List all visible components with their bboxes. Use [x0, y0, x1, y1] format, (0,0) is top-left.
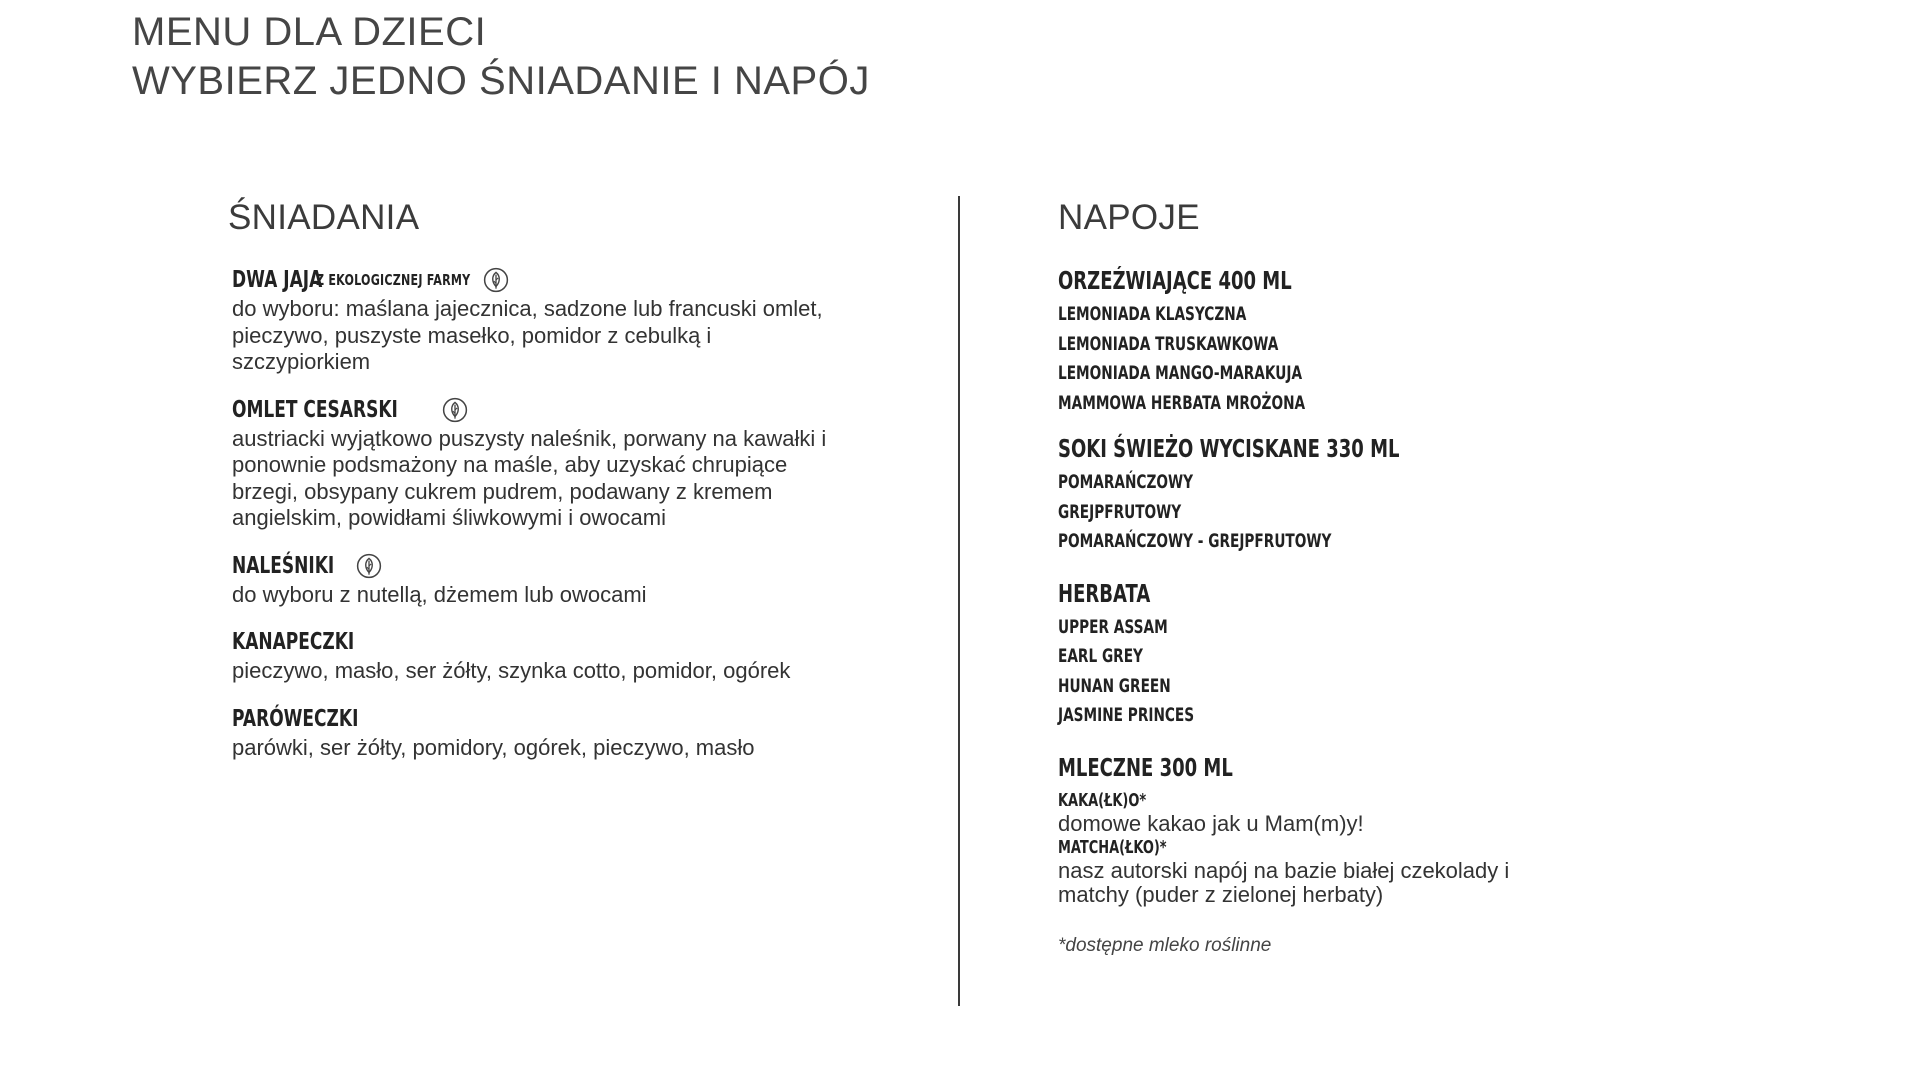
milk-list: [1058, 789, 1658, 907]
drink-item: POMARAŃCZOWY: [1058, 471, 1194, 493]
breakfast-item-name: KANAPECZKI: [232, 629, 355, 655]
breakfast-item-name-row: [232, 264, 848, 296]
drink-item: UPPER ASSAM: [1058, 615, 1168, 638]
drinks-heading: NAPOJE: [1058, 198, 1200, 237]
milk-drink-name: MATCHA(ŁKO)*: [1058, 836, 1167, 858]
leaf-icon: [356, 553, 382, 579]
drink-group: [1058, 577, 1658, 731]
menu-title: [132, 8, 870, 106]
drink-item: MAMMOWA HERBATA MROŻONA: [1058, 391, 1306, 414]
leaf-icon: [442, 397, 468, 423]
column-divider: [958, 196, 960, 1006]
breakfast-item: [232, 394, 848, 532]
drink-item: LEMONIADA TRUSKAWKOWA: [1058, 332, 1279, 355]
drink-group-heading: HERBATA: [1058, 578, 1151, 608]
leaf-icon: [483, 267, 509, 293]
drink-item: GREJPFRUTOWY: [1058, 500, 1182, 523]
breakfast-item-name: OMLET CESARSKI: [232, 396, 398, 423]
menu-title-line-2: WYBIERZ JEDNO ŚNIADANIE I NAPÓJ: [132, 59, 870, 103]
breakfast-item-description: pieczywo, masło, ser żółty, szynka cotto, pomidor, ogórek: [232, 658, 791, 683]
breakfast-item-name-row: [232, 703, 848, 735]
drink-item: HUNAN GREEN: [1058, 674, 1171, 697]
breakfast-item-description: parówki, ser żółty, pomidory, ogórek, pieczywo, masło: [232, 734, 755, 760]
breakfast-item: [232, 550, 848, 609]
milk-group: [1058, 751, 1658, 907]
drink-item: JASMINE PRINCES: [1058, 704, 1195, 726]
drink-groups: [1058, 264, 1658, 731]
breakfast-column: [228, 196, 848, 779]
drink-group: [1058, 432, 1658, 557]
drink-item: POMARAŃCZOWY - GREJPFRUTOWY: [1058, 530, 1332, 552]
drink-group-heading: ORZEŹWIAJĄCE 400 ML: [1058, 266, 1292, 295]
breakfast-list: [228, 264, 848, 761]
breakfast-item-description: do wyboru z nutellą, dżemem lub owocami: [232, 581, 647, 607]
plant-milk-note: *dostępne mleko roślinne: [1058, 934, 1272, 956]
breakfast-item-name: NALEŚNIKI: [232, 552, 335, 579]
milk-drink-description: domowe kakao jak u Mam(m)y!: [1058, 810, 1364, 836]
menu-title-line-1: MENU DLA DZIECI: [132, 10, 487, 54]
breakfast-item-name: PARÓWECZKI: [232, 705, 359, 732]
breakfast-item: [232, 703, 848, 762]
breakfast-item-description: austriacki wyjątkowo puszysty naleśnik, porwany na kawałki i ponownie podsmażony na maśle, aby uzyskać chrupiące brzegi, obsypany cukrem pudrem, podawany z kremem angielskim, powidłami śliwkowymi i owocami: [232, 425, 827, 530]
breakfast-item-name-row: [232, 550, 848, 582]
drink-group: [1058, 264, 1658, 418]
breakfast-heading: ŚNIADANIA: [228, 198, 420, 237]
breakfast-item-name: DWA JAJA: [232, 267, 323, 293]
drink-group-heading: SOKI ŚWIEŻO WYCISKANE 330 ML: [1058, 434, 1400, 463]
breakfast-item-subtitle: Z EKOLOGICZNEJ FARMY: [315, 271, 471, 289]
breakfast-item: [232, 264, 848, 376]
drink-item: LEMONIADA MANGO-MARAKUJA: [1058, 362, 1303, 384]
drink-item: EARL GREY: [1058, 645, 1143, 667]
milk-drink-name: KAKA(ŁK)O*: [1058, 789, 1147, 811]
breakfast-item-name-row: [232, 626, 848, 658]
drinks-column: [1058, 196, 1658, 957]
breakfast-item-name-row: [232, 394, 848, 426]
drink-item: LEMONIADA KLASYCZNA: [1058, 303, 1247, 325]
breakfast-item: [232, 626, 848, 685]
milk-group-heading: MLECZNE 300 ML: [1058, 752, 1233, 782]
breakfast-item-description: do wyboru: maślana jajecznica, sadzone lub francuski omlet, pieczywo, puszyste masełko, pomidor z cebulką i szczypiorkiem: [232, 296, 823, 374]
milk-drink-description: nasz autorski napój na bazie białej czekolady i matchy (puder z zielonej herbaty): [1058, 857, 1510, 907]
